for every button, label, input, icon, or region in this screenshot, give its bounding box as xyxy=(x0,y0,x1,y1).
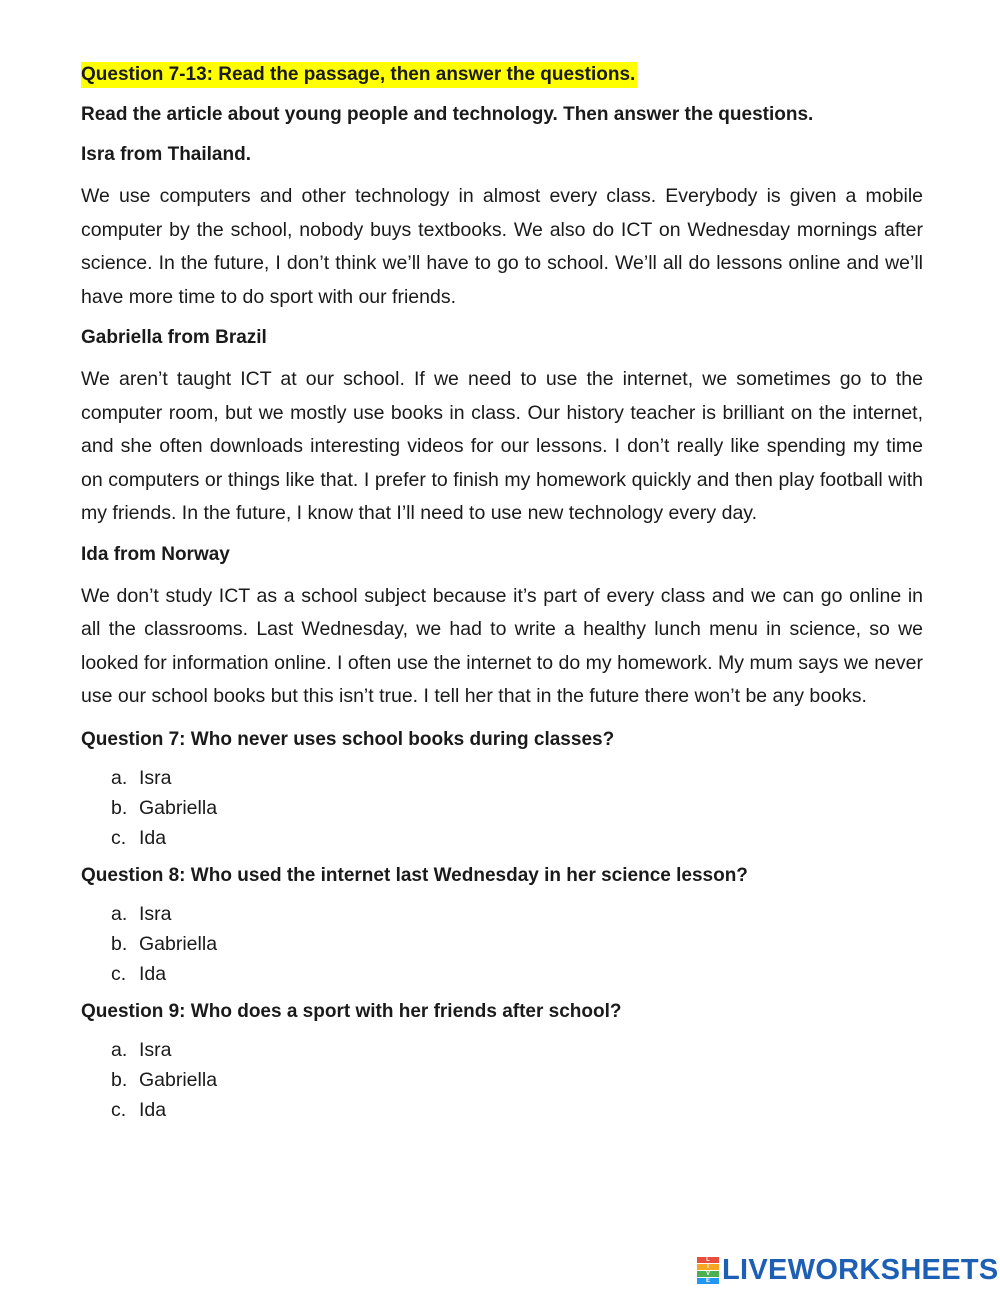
option-c[interactable]: c. Ida xyxy=(111,962,167,985)
option-a[interactable]: a. Isra xyxy=(111,1038,172,1061)
section-title: Question 7-13: Read the passage, then answer the questions. xyxy=(81,62,637,88)
question-7: Question 7: Who never uses school books during classes? xyxy=(81,728,615,750)
passage-heading-gabriella: Gabriella from Brazil xyxy=(81,327,267,348)
passage-text-gabriella: We aren’t taught ICT at our school. If we need to use the internet, we sometimes go to the computer room, but we mostly use books in class. Our history teacher is brilliant on the internet, and she often downloads interesting videos for our lessons. I don’t really like spending my time on computers or things like that. I prefer to finish my homework quickly and then play football with my friends. In the future, I know that I’ll need to use new technology every day. xyxy=(81,368,923,524)
option-a[interactable]: a. Isra xyxy=(111,766,172,789)
liveworksheets-logo-text: LIVEWORKSHEETS xyxy=(722,1254,999,1286)
question-9: Question 9: Who does a sport with her friends after school? xyxy=(81,1000,622,1022)
worksheet-page xyxy=(81,62,923,1125)
option-c[interactable]: c. Ida xyxy=(111,826,167,849)
passage-heading-ida: Ida from Norway xyxy=(81,543,230,565)
question-8: Question 8: Who used the internet last Wednesday in her science lesson? xyxy=(81,864,748,886)
passage-heading-isra: Isra from Thailand. xyxy=(81,144,251,165)
option-c[interactable]: c. Ida xyxy=(111,1098,167,1121)
liveworksheets-logo xyxy=(697,1255,999,1285)
instruction: Read the article about young people and technology. Then answer the questions. xyxy=(81,104,814,125)
option-b[interactable]: b. Gabriella xyxy=(111,932,218,955)
option-b[interactable]: b. Gabriella xyxy=(111,796,218,819)
option-a[interactable]: a. Isra xyxy=(111,902,172,925)
option-b[interactable]: b. Gabriella xyxy=(111,1068,218,1091)
passage-text-ida: We don’t study ICT as a school subject because it’s part of every class and we can go online in all the classrooms. Last Wednesday, we had to write a healthy lunch menu in science, so we looked for information online. I often use the internet to do my homework. My mum says we never use our school books but this isn’t true. I tell her that in the future there won’t be any books. xyxy=(81,584,923,707)
question-9-options xyxy=(81,1035,923,1125)
passage-text-isra: We use computers and other technology in almost every class. Everybody is given a mobile computer by the school, nobody buys textbooks. We also do ICT on Wednesday mornings after science. In the future, I don’t think we’ll have to go to school. We’ll all do lessons online and we’ll have more time to do sport with our friends. xyxy=(81,185,923,308)
section-heading xyxy=(81,62,923,88)
question-8-options xyxy=(81,899,923,989)
question-7-options xyxy=(81,763,923,853)
liveworksheets-logo-icon: L I V E xyxy=(697,1257,719,1283)
